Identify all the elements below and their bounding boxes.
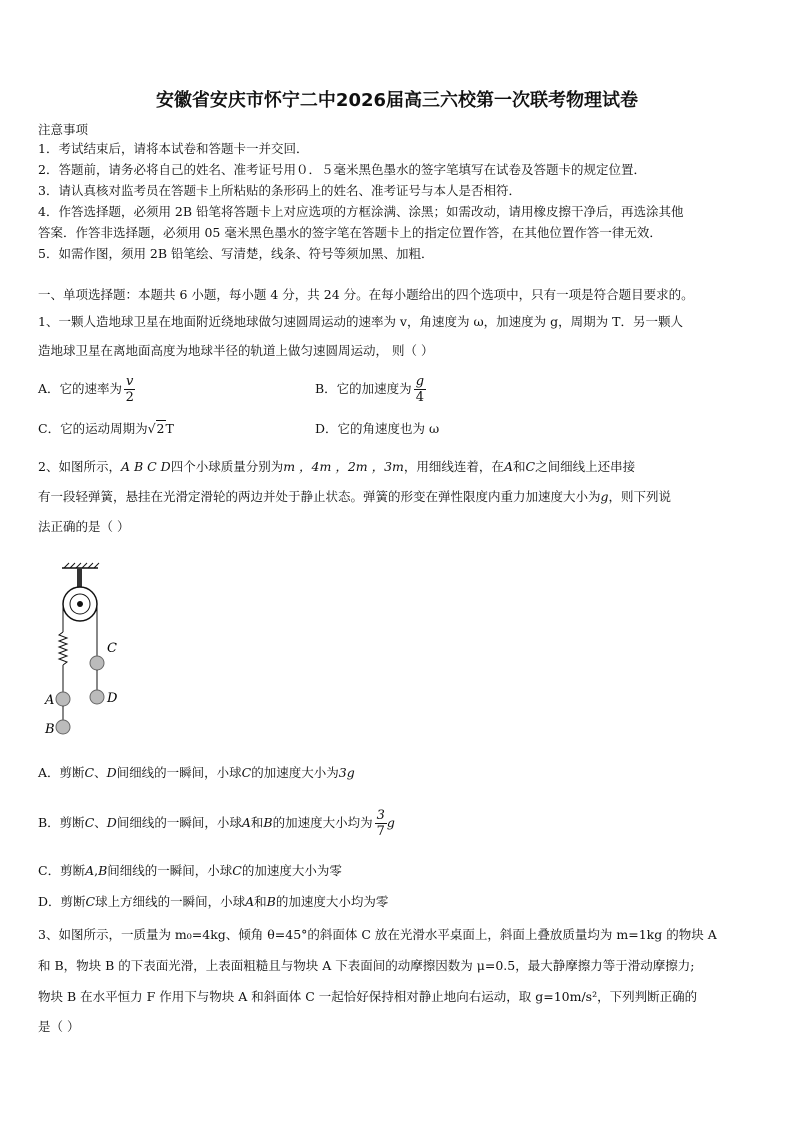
q2-option-c xyxy=(38,862,342,880)
denominator: 4 xyxy=(415,390,424,405)
fraction xyxy=(414,374,426,405)
text: 球上方细线的一瞬间，小球 xyxy=(95,894,246,909)
math: B xyxy=(98,863,108,878)
text: 和 xyxy=(512,459,526,474)
text: 、 xyxy=(94,765,107,780)
math: B xyxy=(263,815,273,830)
text: A．剪断 xyxy=(38,765,85,780)
spring xyxy=(59,632,67,665)
ball-d xyxy=(90,690,104,704)
math: g xyxy=(386,815,395,830)
q1-stem-line1: 1、一颗人造地球卫星在地面附近绕地球做匀速圆周运动的速率为 v，角速度为 ω，加速度为 g，周期为 T．另一颗人 xyxy=(38,314,683,329)
text: 间细线的一瞬间，小球 xyxy=(107,863,233,878)
numerator: 3 xyxy=(376,808,385,823)
math: C xyxy=(84,815,95,830)
math: D xyxy=(106,765,117,780)
q3-stem-line4: 是（ ） xyxy=(38,1019,80,1034)
text: ，则下列说 xyxy=(608,489,672,504)
math: C xyxy=(85,894,96,909)
math: A xyxy=(245,894,255,909)
math: A xyxy=(85,863,95,878)
text: 的加速度大小为 xyxy=(251,765,339,780)
q2-option-a xyxy=(38,764,355,782)
q1-stem-line2: 造地球卫星在离地面高度为地球半径的轨道上做匀速圆周运动， 则（ ） xyxy=(38,343,434,358)
q1-option-c-text: C．它的运动周期为 xyxy=(38,421,148,436)
notice-item: 5．如需作图，须用 2B 铅笔绘、写清楚，线条、符号等须加黑、加粗． xyxy=(38,246,434,261)
label-b: B xyxy=(45,722,55,737)
ceiling-hatch xyxy=(62,563,99,568)
text: 和 xyxy=(250,815,264,830)
label-d: D xyxy=(107,691,118,706)
notice-item: 1．考试结束后，请将本试卷和答题卡一并交回． xyxy=(38,141,309,156)
math: g xyxy=(600,489,609,504)
math: C xyxy=(525,459,536,474)
q2-option-d xyxy=(38,893,388,911)
text: ，用细线连着，在 xyxy=(403,459,504,474)
text: 有一段轻弹簧，悬挂在光滑定滑轮的两边并处于静止状态。弹簧的形变在弹性限度内重力加速度大小为 xyxy=(38,489,601,504)
sqrt-symbol: √2 xyxy=(147,421,165,436)
q2-stem-line1 xyxy=(38,458,635,476)
math: C xyxy=(241,765,252,780)
numerator: g xyxy=(415,374,425,389)
math: m ，4m ，2m ，3m xyxy=(283,459,404,474)
q1-option-c xyxy=(38,420,174,438)
notice-item: 2．答题前，请务必将自己的姓名、准考证号用０．５毫米黑色墨水的签字笔填写在试卷及答题卡的规定位置． xyxy=(38,162,646,177)
q2-stem-line3: 法正确的是（ ） xyxy=(38,519,130,534)
section-heading: 一、单项选择题：本题共 6 小题，每小题 4 分，共 24 分。在每小题给出的四个选项中，只有一项是符合题目要求的。 xyxy=(38,287,694,302)
text: D．剪断 xyxy=(38,894,86,909)
q2-stem-line2 xyxy=(38,488,671,506)
q1-option-a xyxy=(38,374,135,405)
math: B xyxy=(266,894,276,909)
label-c: C xyxy=(107,641,117,656)
text: 的加速度大小均为 xyxy=(272,815,373,830)
notice-item: 4．作答选择题，必须用 2B 铅笔将答题卡上对应选项的方框涂满、涂黑；如需改动，请用橡皮擦干净后，再选涂其他 xyxy=(38,204,684,219)
page-title: 安徽省安庆市怀宁二中2026届高三六校第一次联考物理试卷 xyxy=(155,90,639,111)
math: 3g xyxy=(338,765,355,780)
ball-b xyxy=(56,720,70,734)
notice-item: 答案．作答非选择题，必须用 05 毫米黑色墨水的签字笔在答题卡上的指定位置作答，在其他位置作答一律无效． xyxy=(38,225,662,240)
numerator: v xyxy=(126,374,134,389)
math: D xyxy=(106,815,117,830)
q3-stem-line1: 3、如图所示，一质量为 m₀=4kg、倾角 θ=45°的斜面体 C 放在光滑水平桌面上，斜面上叠放质量均为 m=1kg 的物块 A xyxy=(38,927,717,942)
text: 四个小球质量分别为 xyxy=(170,459,284,474)
notice-heading: 注意事项 xyxy=(38,122,89,137)
text: 间细线的一瞬间，小球 xyxy=(116,815,242,830)
pulley-figure xyxy=(40,560,130,740)
text: 的加速度大小均为零 xyxy=(275,894,389,909)
math: A B C D xyxy=(120,459,171,474)
q1-option-c-tail: T xyxy=(165,421,174,436)
pulley-axle xyxy=(77,601,83,607)
math: A xyxy=(503,459,513,474)
ball-c xyxy=(90,656,104,670)
text: 的加速度大小为零 xyxy=(241,863,342,878)
text: 间细线的一瞬间，小球 xyxy=(116,765,242,780)
text: 2、如图所示， xyxy=(38,459,121,474)
text: 和 xyxy=(254,894,267,909)
q1-option-d: D．它的角速度也为 ω xyxy=(315,421,440,436)
label-a: A xyxy=(45,693,55,708)
fraction xyxy=(375,808,387,839)
radicand: 2 xyxy=(156,421,165,436)
fraction xyxy=(124,374,135,405)
math: A xyxy=(241,815,251,830)
text: B．剪断 xyxy=(38,815,85,830)
q1-option-b-text: B．它的加速度为 xyxy=(315,381,412,396)
ball-a xyxy=(56,692,70,706)
math: C xyxy=(84,765,95,780)
notice-item: 3．请认真核对监考员在答题卡上所粘贴的条形码上的姓名、准考证号与本人是否相符． xyxy=(38,183,521,198)
q3-stem-line3: 物块 B 在水平恒力 F 作用下与物块 A 和斜面体 C 一起恰好保持相对静止地向右运动，取 g=10m/s²，下列判断正确的 xyxy=(38,989,698,1004)
text: C．剪断 xyxy=(38,863,86,878)
denominator: 2 xyxy=(125,390,134,405)
text: 之间细线上还串接 xyxy=(535,459,636,474)
text: 、 xyxy=(94,815,107,830)
denominator: 7 xyxy=(376,824,385,839)
q3-stem-line2: 和 B，物块 B 的下表面光滑，上表面粗糙且与物块 A 下表面间的动摩擦因数为 μ=0.5，最大静摩擦力等于滑动摩擦力; xyxy=(38,958,695,973)
q1-option-b xyxy=(315,374,426,405)
q2-option-b xyxy=(38,808,395,839)
q1-option-a-text: A．它的速率为 xyxy=(38,381,123,396)
text: , xyxy=(94,863,99,878)
math: C xyxy=(232,863,242,878)
